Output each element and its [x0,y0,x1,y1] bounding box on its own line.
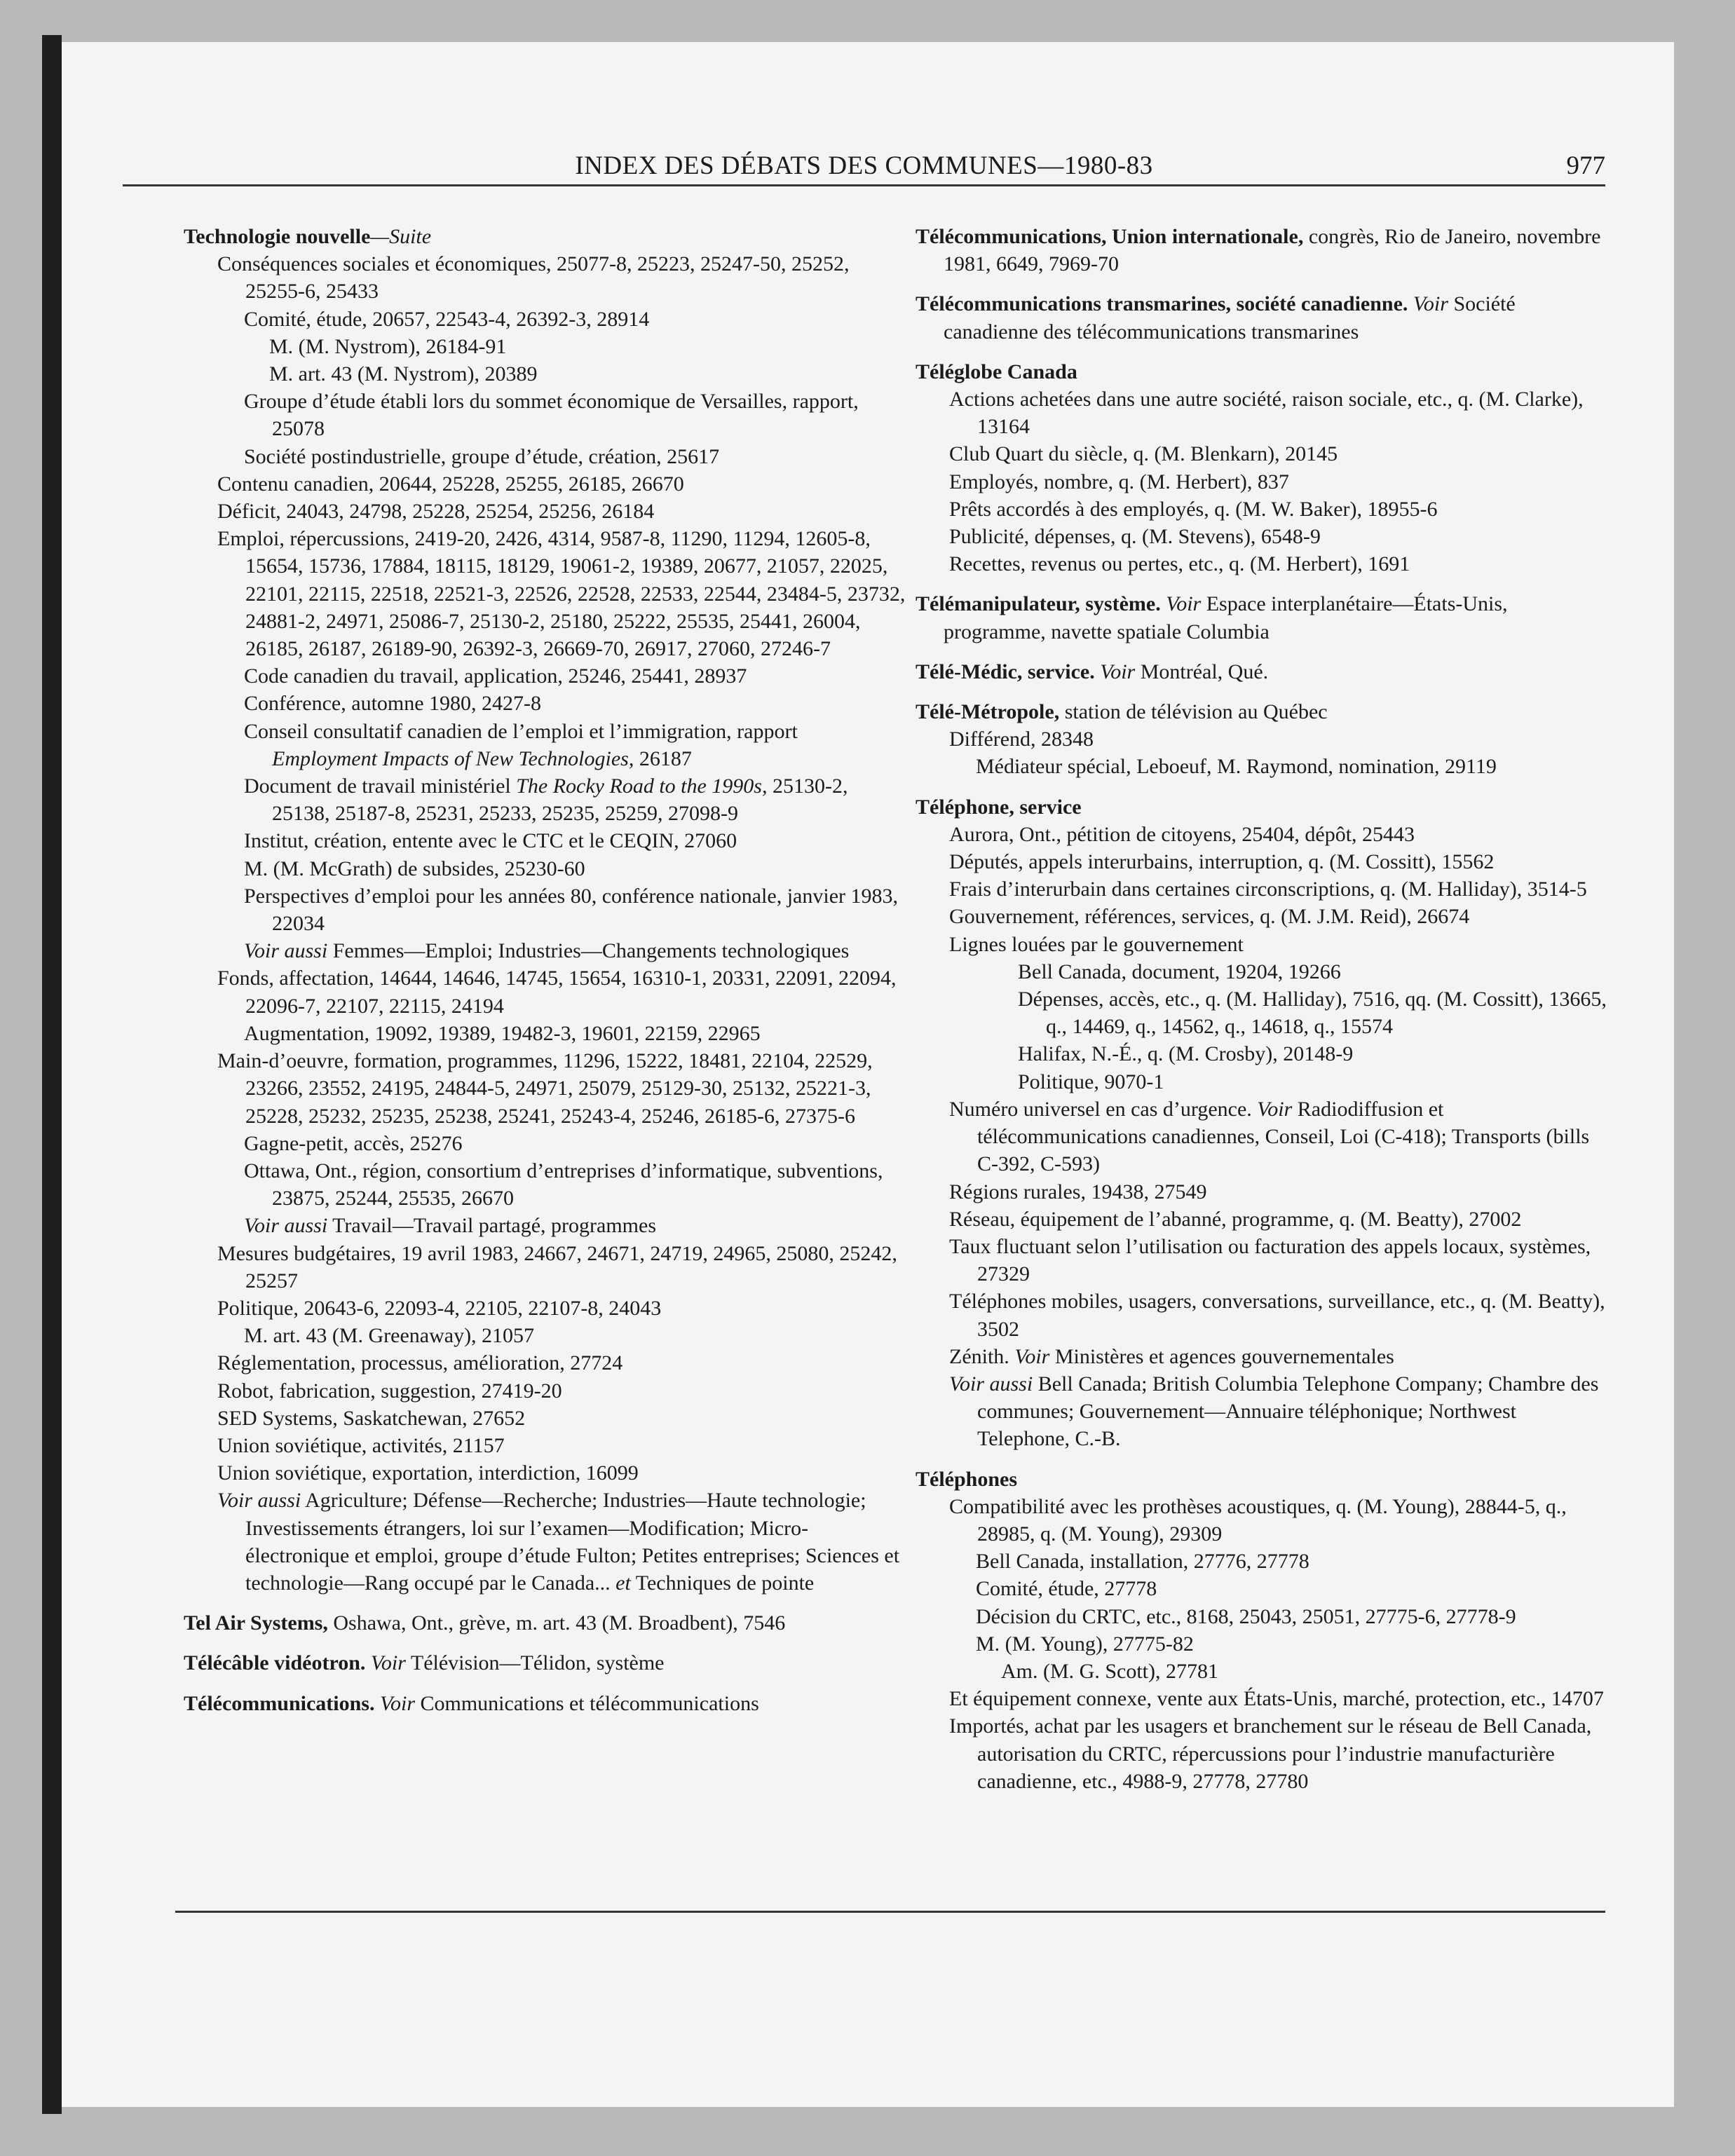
index-subentry: Institut, création, entente avec le CTC et le CEQIN, 27060 [244,829,737,853]
entry-term: Télécommunications transmarines, société canadienne. [916,292,1408,316]
index-subentry: Actions achetées dans une autre société, raison sociale, etc., q. (M. Clarke), 13164 [949,388,1584,439]
index-subentry: Code canadien du travail, application, 25246, 25441, 28937 [244,664,747,688]
index-subentry [916,1096,1610,1178]
index-subentry: Union soviétique, exportation, interdiction, 16099 [217,1461,639,1485]
see-also-reference [184,1212,906,1239]
index-subentry: Conséquences sociales et économiques, 25077-8, 25223, 25247-50, 25252, 25255-6, 25433 [217,252,850,303]
index-subentry: Compatibilité avec les prothèses acoustiques, q. (M. Young), 28844-5, q., 28985, q. (M. Young), 29309 [949,1494,1567,1546]
index-subentry: M. art. 43 (M. Greenaway), 21057 [244,1324,535,1348]
footer-rule [175,1911,1605,1913]
entry-text: Société canadienne des télécommunications transmarines [944,292,1516,343]
index-subentry: Perspectives d’emploi pour les années 80, conférence nationale, janvier 1983, 22034 [244,884,899,936]
index-subentry [184,772,906,827]
document-title: The Rocky Road to the 1990s, [516,775,768,798]
index-column-left [184,223,906,1717]
index-subentry: Gagne-petit, accès, 25276 [244,1131,463,1155]
index-subentry: Mesures budgétaires, 19 avril 1983, 24667, 24671, 24719, 24965, 25080, 25242, 25257 [217,1241,897,1292]
see-label: Voir [1257,1097,1293,1121]
see-label: Voir [379,1691,415,1715]
page-header [123,151,1605,182]
see-also-reference [184,1487,906,1597]
index-subentry: Dépenses, accès, etc., q. (M. Halliday), 7516, qq. (M. Cossitt), 13665, q., 14469, q., 14562, q., 14618, q., 15574 [1018,988,1607,1039]
entry-term: Technologie nouvelle [184,225,371,248]
index-subentry: Députés, appels interurbains, interruption, q. (M. Cossitt), 15562 [949,850,1495,874]
entry-text: station de télévision au Québec [1059,700,1328,724]
index-subentry: Aurora, Ont., pétition de citoyens, 25404, dépôt, 25443 [949,822,1415,846]
index-subentry: Main-d’oeuvre, formation, programmes, 11296, 15222, 18481, 22104, 22529, 23266, 23552, 24195, 24844-5, 24971, 25079, 25129-30, 25132, 25221-3, 25228, 25232, 25235, 25238, 25241, 25243-4, 25246, 26185-6, 27375-6 [217,1049,873,1128]
index-subentry: SED Systems, Saskatchewan, 27652 [217,1406,526,1430]
scan-edge-shadow [42,35,62,2114]
index-subentry: Gouvernement, références, services, q. (M. J.M. Reid), 26674 [949,905,1470,929]
see-label: Voir [1166,592,1202,616]
subentry-text: 26187 [634,746,692,770]
index-subentry: Club Quart du siècle, q. (M. Blenkarn), 20145 [949,442,1338,466]
index-subentry: Halifax, N.-É., q. (M. Crosby), 20148-9 [1018,1042,1354,1066]
index-entry-heading [184,1690,906,1717]
index-entry-heading [916,1466,1610,1493]
subentry-text: Document de travail ministériel [244,775,517,798]
index-subentry: Comité, étude, 20657, 22543-4, 26392-3, 28914 [244,307,650,331]
index-subentry [184,718,906,772]
index-subentry: Comité, étude, 27778 [976,1577,1157,1601]
entry-term: Télémanipulateur, système. [916,592,1161,616]
index-entry-heading [184,1609,906,1637]
index-subentry: M. (M. Nystrom), 26184-91 [269,334,507,358]
see-label: Voir [1014,1344,1050,1368]
entry-term: Télécâble vidéotron. [184,1651,366,1675]
see-label: Voir [1413,292,1448,316]
entry-term: Tel Air Systems, [184,1611,328,1635]
index-subentry: Décision du CRTC, etc., 8168, 25043, 25051, 27775-6, 27778-9 [976,1604,1516,1628]
index-entry-heading [916,793,1610,821]
index-subentry: M. (M. Young), 27775-82 [976,1632,1194,1656]
see-also-text: Bell Canada; British Columbia Telephone Company; Chambre des communes; Gouvernement—Annuaire téléphonique; Northwest Telephone, C.-B. [977,1372,1599,1451]
entry-text: Oshawa, Ont., grève, m. art. 43 (M. Broadbent), 7546 [327,1611,786,1635]
index-entry-heading [916,658,1610,685]
see-also-text: Femmes—Emploi; Industries—Changements technologiques [327,939,850,963]
entry-text: Télévision—Télidon, système [405,1651,665,1675]
index-column-right [916,223,1610,1795]
see-also-text: Travail—Travail partagé, programmes [327,1214,657,1238]
index-subentry: Emploi, répercussions, 2419-20, 2426, 4314, 9587-8, 11290, 11294, 12605-8, 15654, 15736, 17884, 18115, 18129, 19061-2, 19389, 20677, 21057, 22025, 22101, 22115, 22518, 22521-3, 22526, 22528, 22533, 22544, 23484-5, 23732, 24881-2, 24971, 25086-7, 25130-2, 25180, 25222, 25535, 25441, 26004, 26185, 26187, 26189-90, 26392-3, 26669-70, 26917, 27060, 27246-7 [217,527,906,661]
header-title: INDEX DES DÉBATS DES COMMUNES—1980-83 [575,151,1153,180]
see-also-text: Techniques de pointe [630,1571,815,1595]
see-also-text: Agriculture; Défense—Recherche; Industries—Haute technologie; Investissements étrangers, loi sur l’examen—Modification; Micro-électronique et emploi, groupe d’étude Fulton; Petites entreprises; Sciences et technologie—Rang occupé par le Canada... [245,1489,900,1595]
index-subentry: Prêts accordés à des employés, q. (M. W. Baker), 18955-6 [949,497,1438,521]
index-subentry: Taux fluctuant selon l’utilisation ou facturation des appels locaux, systèmes, 27329 [949,1234,1591,1286]
see-also-reference [184,937,906,964]
entry-text: Espace interplanétaire—États-Unis, programme, navette spatiale Columbia [944,592,1508,643]
index-subentry: Réglementation, processus, amélioration, 27724 [217,1351,623,1375]
index-subentry: Conférence, automne 1980, 2427-8 [244,692,542,716]
entry-term: Télé-Médic, service. [916,660,1095,683]
index-subentry: M. (M. McGrath) de subsides, 25230-60 [244,857,585,880]
entry-term: Téléglobe Canada [916,360,1077,383]
index-subentry: Employés, nombre, q. (M. Herbert), 837 [949,470,1289,493]
index-entry-heading [916,590,1610,645]
see-also-label: Voir aussi [244,1214,328,1238]
index-subentry: Am. (M. G. Scott), 27781 [1001,1659,1218,1683]
see-also-label: Voir aussi [244,939,328,963]
see-also-label: Voir aussi [949,1372,1033,1396]
index-entry-heading [916,698,1610,725]
index-subentry: Frais d’interurbain dans certaines circonscriptions, q. (M. Halliday), 3514-5 [949,878,1587,901]
index-subentry: Bell Canada, document, 19204, 19266 [1018,960,1341,983]
see-label: Voir [1100,660,1136,683]
page-number: 977 [1566,151,1605,180]
entry-text: Communications et télécommunications [415,1691,759,1715]
subentry-text: 25130-2, 25138, 25187-8, 25231, 25233, 25235, 25259, 27098-9 [272,775,848,826]
index-subentry: Déficit, 24043, 24798, 25228, 25254, 25256, 26184 [217,500,655,524]
see-label: Voir [370,1651,406,1675]
index-subentry: Téléphones mobiles, usagers, conversations, surveillance, etc., q. (M. Beatty), 3502 [949,1290,1605,1341]
index-subentry: Bell Canada, installation, 27776, 27778 [976,1550,1309,1574]
index-subentry: Importés, achat par les usagers et branchement sur le réseau de Bell Canada, autorisation du CRTC, répercussions pour l’industrie manufacturière canadienne, etc., 4988-9, 27778, 27780 [949,1714,1592,1793]
index-subentry: Publicité, dépenses, q. (M. Stevens), 6548-9 [949,525,1321,549]
index-entry-heading [184,223,906,250]
see-also-label: Voir aussi [217,1489,301,1513]
index-entry-heading [916,358,1610,386]
entry-term: Téléphone, service [916,795,1082,819]
entry-term: Télé-Métropole, [916,700,1060,724]
index-subentry: Réseau, équipement de l’abanné, programme, q. (M. Beatty), 27002 [949,1207,1522,1231]
index-subentry: Société postindustrielle, groupe d’étude, création, 25617 [244,444,720,468]
index-subentry: Politique, 20643-6, 22093-4, 22105, 22107-8, 24043 [217,1296,662,1320]
index-subentry: Robot, fabrication, suggestion, 27419-20 [217,1379,562,1403]
index-subentry: M. art. 43 (M. Nystrom), 20389 [269,362,538,386]
index-subentry: Ottawa, Ont., région, consortium d’entreprises d’informatique, subventions, 23875, 25244, 25535, 26670 [244,1159,883,1210]
report-title: Employment Impacts of New Technologies, [272,746,634,770]
index-subentry: Différend, 28348 [949,728,1094,751]
index-subentry: Groupe d’étude établi lors du sommet économique de Versailles, rapport, 25078 [244,390,859,441]
subentry-text: Zénith. [949,1344,1015,1368]
index-subentry: Recettes, revenus ou pertes, etc., q. (M. Herbert), 1691 [949,552,1410,576]
entry-text: congrès, Rio de Janeiro, novembre 1981, 6649, 7969-70 [944,225,1601,276]
index-entry-heading [916,290,1610,345]
header-rule [123,184,1605,186]
index-subentry: Augmentation, 19092, 19389, 19482-3, 19601, 22159, 22965 [244,1021,761,1045]
entry-term: Télécommunications. [184,1691,375,1715]
subentry-text: Ministères et agences gouvernementales [1049,1344,1394,1368]
subentry-text: Radiodiffusion et télécommunications canadiennes, Conseil, Loi (C-418); Transports (bills C-392, C-593) [977,1097,1590,1176]
entry-term: Télécommunications, Union internationale, [916,225,1304,248]
index-subentry: Régions rurales, 19438, 27549 [949,1180,1207,1203]
subentry-text: Numéro universel en cas d’urgence. [949,1097,1258,1121]
index-entry-heading [184,1649,906,1677]
subentry-text: Conseil consultatif canadien de l’emploi et l’immigration, rapport [244,719,798,743]
index-subentry: Politique, 9070-1 [1018,1070,1164,1093]
index-subentry: Contenu canadien, 20644, 25228, 25255, 26185, 26670 [217,472,684,496]
index-subentry: Médiateur spécial, Leboeuf, M. Raymond, nomination, 29119 [976,755,1497,779]
entry-suite: —Suite [370,225,432,248]
index-subentry: Fonds, affectation, 14644, 14646, 14745, 15654, 16310-1, 20331, 22091, 22094, 22096-7, 22107, 22115, 24194 [217,967,897,1018]
index-subentry: Et équipement connexe, vente aux États-Unis, marché, protection, etc., 14707 [949,1687,1604,1711]
index-subentry [916,1343,1610,1370]
see-also-conjunction: et [615,1571,631,1595]
index-subentry: Union soviétique, activités, 21157 [217,1433,505,1457]
index-subentry: Lignes louées par le gouvernement [949,932,1244,956]
entry-term: Téléphones [916,1467,1018,1491]
entry-text: Montréal, Qué. [1135,660,1269,683]
see-also-reference [916,1370,1610,1453]
index-entry-heading [916,223,1610,278]
